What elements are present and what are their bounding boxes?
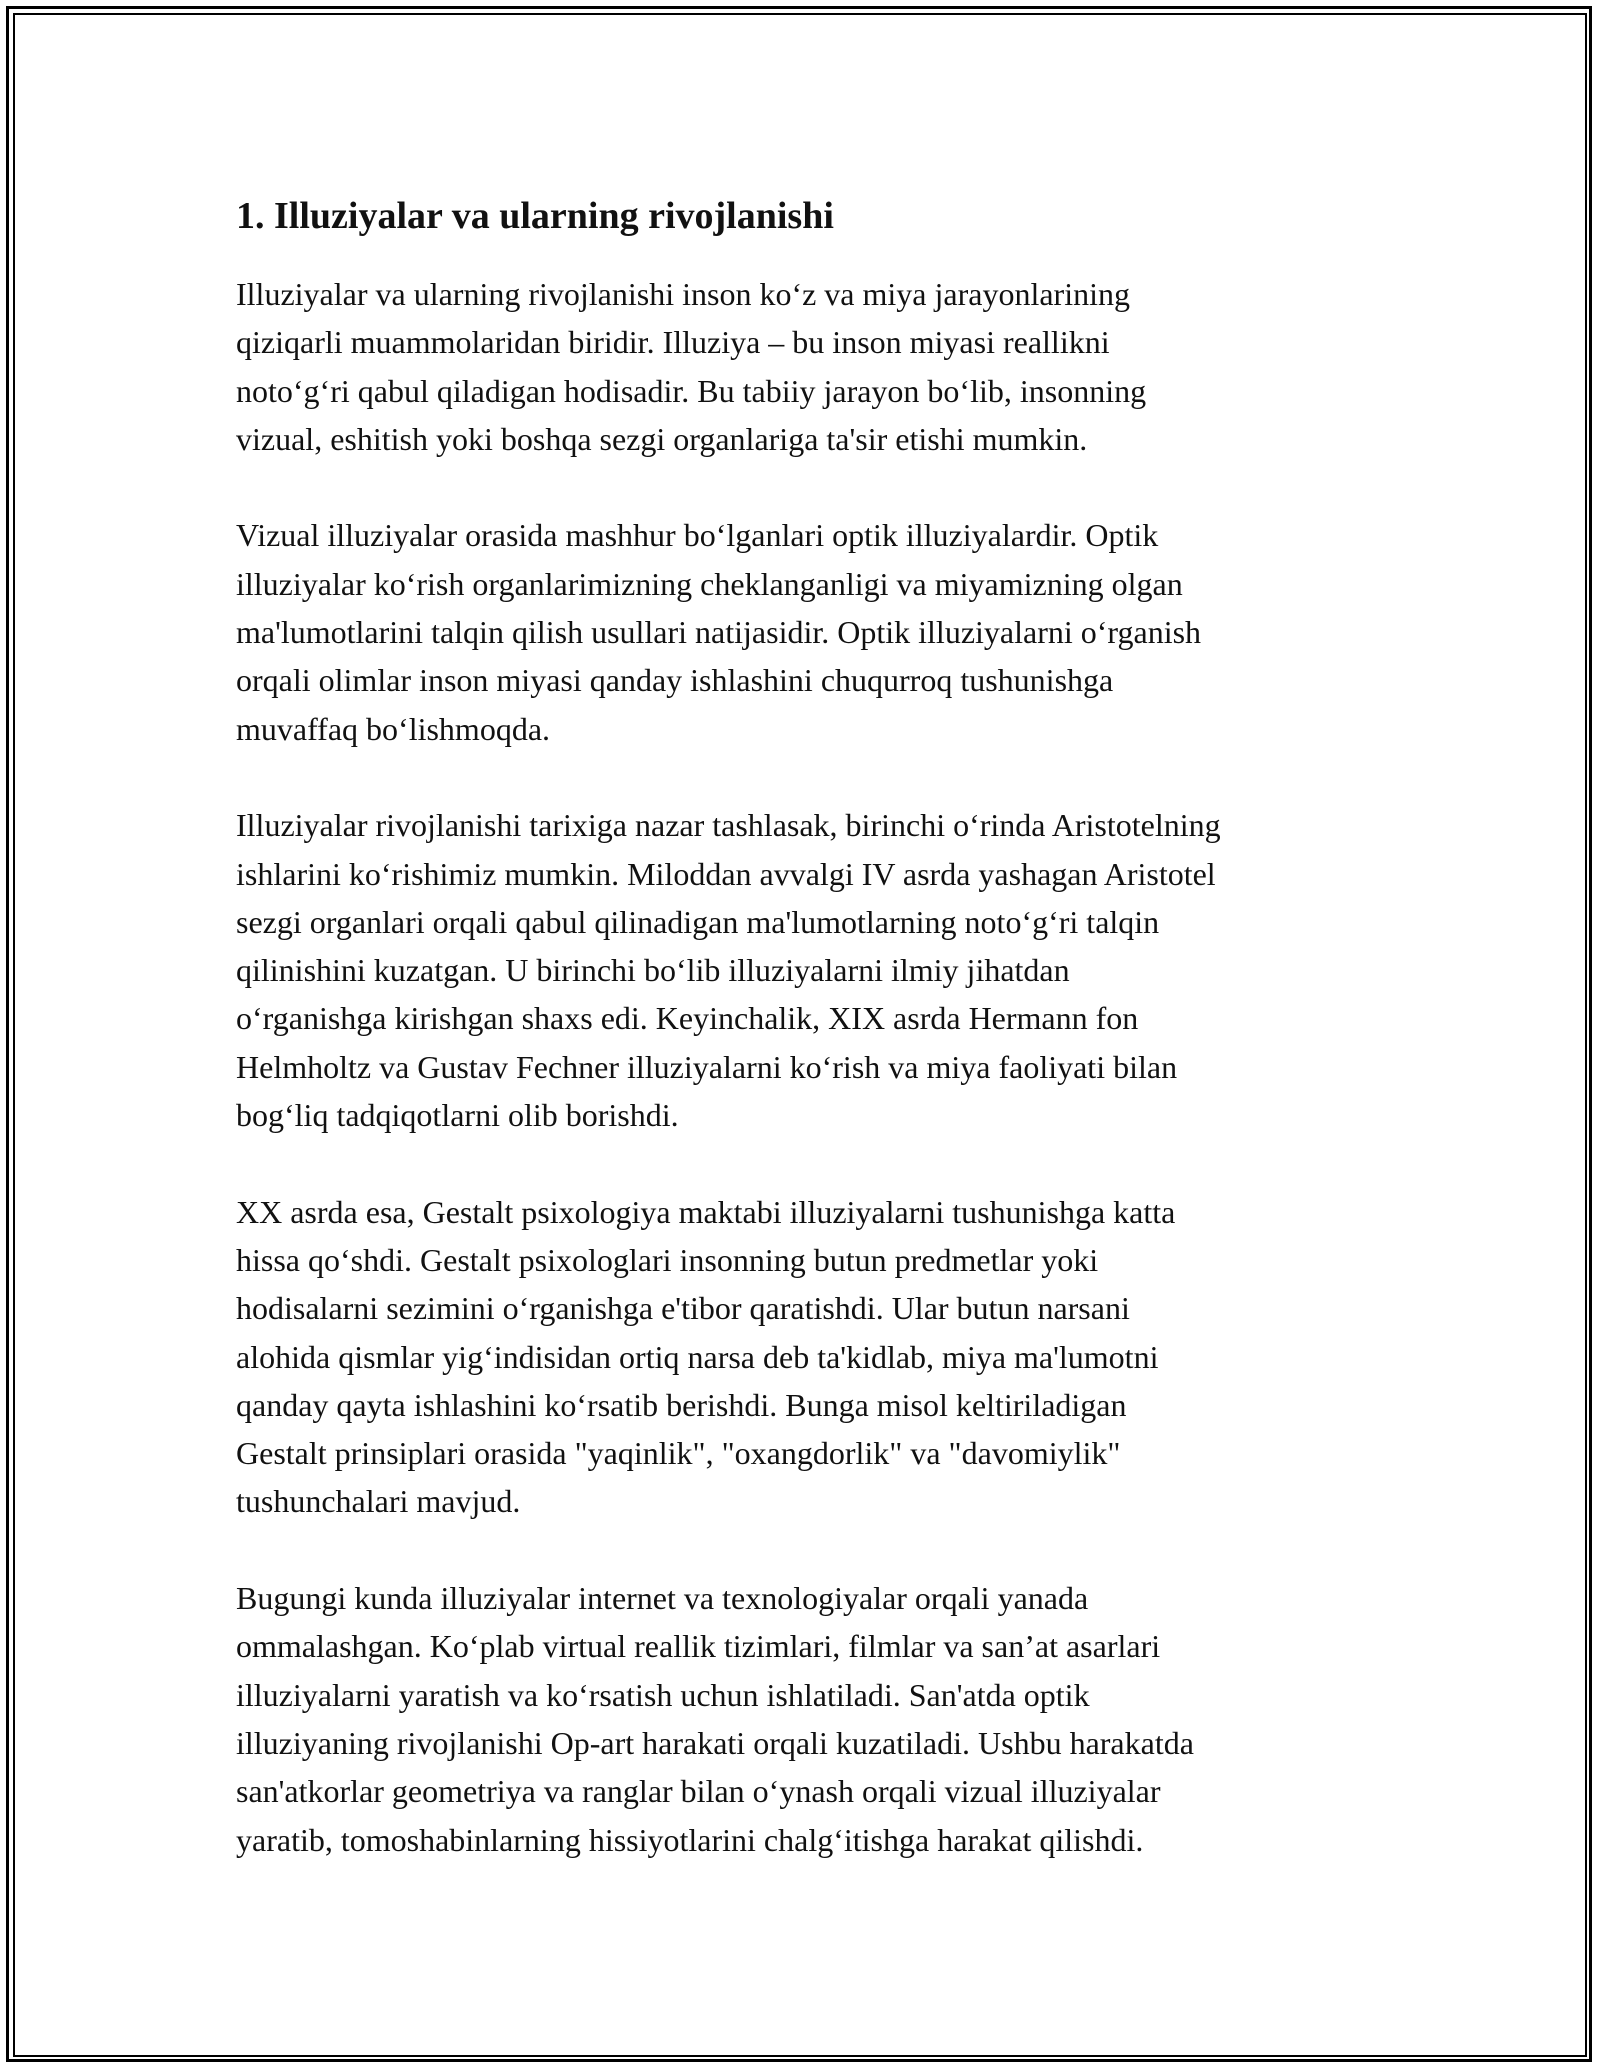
paragraph-4: XX asrda esa, Gestalt psixologiya maktabi illuziyalarni tushunishga katta hissa qoʻshdi. Gestalt psixologlari insonning butun predmetlar yoki hodisalarni sezimini oʻrganishga e'tibor qaratishdi. Ular butun narsani alohida qismlar yigʻindisidan ortiq narsa deb ta'kidlab, miya ma'lumotni qanday qayta ishlashini koʻrsatib berishdi. Bunga misol keltiriladigan Gestalt prinsiplari orasida "yaqinlik", "oxangdorlik" va "davomiylik" tushunchalari mavjud.	[236, 1193, 1176, 1520]
paragraph-5: Bugungi kunda illuziyalar internet va texnologiyalar orqali yanada ommalashgan. Koʻplab virtual reallik tizimlari, filmlar va san’at asarlari illuziyalarni yaratish va koʻrsatish uchun ishlatiladi. San'atda optik illuziyaning rivojlanishi Op-art harakati orqali kuzatiladi. Ushbu harakatda san'atkorlar geometriya va ranglar bilan oʻynash orqali vizual illuziyalar yaratib, tomoshabinlarning hissiyotlarini chalgʻitishga harakat qilishdi.	[236, 1580, 1194, 1858]
document-body	[236, 190, 1386, 1912]
document-title: 1. Illuziyalar va ularning rivojlanishi	[236, 195, 834, 237]
paragraph-3: Illuziyalar rivojlanishi tarixiga nazar tashlasak, birinchi oʻrinda Aristotelning ishlarini koʻrishimiz mumkin. Miloddan avvalgi IV asrda yashagan Aristotel sezgi organlari orqali qabul qilinadigan ma'lumotlarning notoʻgʻri talqin qilinishini kuzatgan. U birinchi boʻlib illuziyalarni ilmiy jihatdan oʻrganishga kirishgan shaxs edi. Keyinchalik, XIX asrda Hermann fon Helmholtz va Gustav Fechner illuziyalarni koʻrish va miya faoliyati bilan bogʻliq tadqiqotlarni olib borishdi.	[236, 807, 1221, 1134]
paragraph-1: Illuziyalar va ularning rivojlanishi inson koʻz va miya jarayonlarining qiziqarli muammolaridan biridir. Illuziya – bu inson miyasi reallikni notoʻgʻri qabul qiladigan hodisadir. Bu tabiiy jarayon boʻlib, insonning vizual, eshitish yoki boshqa sezgi organlariga ta'sir etishi mumkin.	[236, 276, 1147, 457]
paragraph-2: Vizual illuziyalar orasida mashhur boʻlganlari optik illuziyalardir. Optik illuziyalar koʻrish organlarimizning cheklanganligi va miyamizning olgan ma'lumotlarini talqin qilish usullari natijasidir. Optik illuziyalarni oʻrganish orqali olimlar inson miyasi qanday ishlashini chuqurroq tushunishga muvaffaq boʻlishmoqda.	[236, 517, 1202, 747]
